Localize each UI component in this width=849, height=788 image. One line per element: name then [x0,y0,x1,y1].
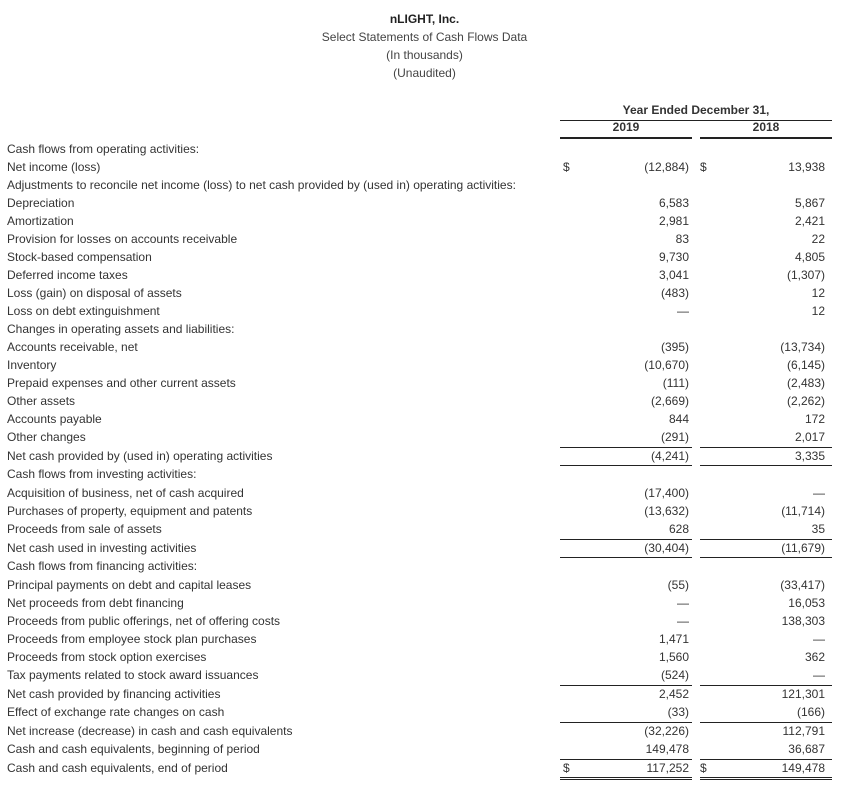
company-name: nLIGHT, Inc. [389,12,460,26]
value-2018: 35 [811,522,825,536]
value-2019: 6,583 [658,196,689,210]
table-row [0,722,849,740]
row-label: Cash flows from investing activities: [7,467,197,481]
row-label: Provision for losses on accounts receivable [7,232,238,246]
table-row [0,703,849,721]
table-row [0,685,849,703]
value-2018: (33,417) [780,578,825,592]
value-2018: 2,421 [794,214,825,228]
row-label: Loss (gain) on disposal of assets [7,286,182,300]
row-label: Prepaid expenses and other current assets [7,376,236,390]
table-row [0,284,849,302]
row-label: Effect of exchange rate changes on cash [7,705,225,719]
year-2019-header: 2019 [560,120,692,139]
value-2018: 13,938 [788,160,825,174]
double-rule-line [700,777,832,780]
table-row [0,447,849,465]
row-label: Cash flows from financing activities: [7,559,198,573]
rule-line [700,759,832,760]
value-2019: (30,404) [644,541,689,555]
value-2018: 12 [811,286,825,300]
value-2019: (17,400) [644,486,689,500]
row-label: Net cash provided by (used in) operating activities [7,449,273,463]
table-row [0,248,849,266]
row-label: Depreciation [7,196,75,210]
value-2018: 5,867 [794,196,825,210]
value-2019: (10,670) [644,358,689,372]
table-row [0,612,849,630]
row-label: Net cash provided by financing activities [7,687,221,701]
table-row [0,320,849,338]
table-row [0,194,849,212]
row-label: Accounts receivable, net [7,340,138,354]
rule-line [560,722,692,723]
value-2019: (2,669) [650,394,689,408]
dollar-sign: $ [700,160,707,174]
value-2018: 3,335 [794,449,825,463]
table-row [0,557,849,575]
value-2018: (2,483) [786,376,825,390]
rule-line [560,447,692,448]
row-label: Purchases of property, equipment and patents [7,504,253,518]
row-label: Inventory [7,358,57,372]
value-2019: (12,884) [644,160,689,174]
row-label: Accounts payable [7,412,102,426]
value-2019: 2,981 [658,214,689,228]
row-label: Net income (loss) [7,160,101,174]
rule-line [700,722,832,723]
dollar-sign: $ [563,761,570,775]
table-row [0,140,849,158]
dollar-sign: $ [563,160,570,174]
table-row [0,158,849,176]
row-label: Cash flows from operating activities: [7,142,200,156]
value-2019: — [677,596,689,610]
row-label: Other changes [7,430,86,444]
value-2018: (11,714) [781,504,825,518]
row-label: Net increase (decrease) in cash and cash equivalents [7,724,293,738]
value-2018: (13,734) [780,340,825,354]
value-2019: (13,632) [644,504,689,518]
row-label: Net cash used in investing activities [7,541,197,555]
row-label: Proceeds from stock option exercises [7,650,207,664]
table-row [0,520,849,538]
value-2019: 844 [668,412,689,426]
rule-line [560,539,692,540]
row-label: Changes in operating assets and liabilities: [7,322,235,336]
row-label: Principal payments on debt and capital leases [7,578,252,592]
rule-line [700,539,832,540]
rule-line [700,465,832,466]
value-2019: (524) [660,668,689,682]
table-row [0,266,849,284]
audit-note: (Unaudited) [393,66,456,80]
value-2019: 1,471 [658,632,689,646]
value-2018: 12 [811,304,825,318]
value-2019: 9,730 [658,250,689,264]
value-2019: (55) [667,578,689,592]
value-2019: 117,252 [646,761,689,775]
rule-line [700,557,832,558]
table-row [0,212,849,230]
table-row [0,176,849,194]
value-2018: 121,301 [781,687,825,701]
value-2018: — [813,486,825,500]
row-label: Proceeds from employee stock plan purchases [7,632,257,646]
value-2019: 2,452 [658,687,689,701]
row-label: Cash and cash equivalents, end of period [7,761,228,775]
value-2019: (33) [667,705,689,719]
value-2019: 628 [668,522,689,536]
row-label: Cash and cash equivalents, beginning of period [7,742,260,756]
value-2019: (291) [660,430,689,444]
table-row [0,502,849,520]
value-2018: 36,687 [788,742,825,756]
units-note: (In thousands) [386,48,463,62]
row-label: Proceeds from public offerings, net of offering costs [7,614,281,628]
rule-line [560,685,692,686]
value-2018: 149,478 [781,761,825,775]
value-2019: — [677,304,689,318]
rule-line [560,465,692,466]
value-2018: 138,303 [781,614,825,628]
year-2018-header: 2018 [700,120,832,139]
table-row [0,302,849,320]
table-row [0,374,849,392]
table-row [0,230,849,248]
table-row [0,630,849,648]
row-label: Tax payments related to stock award issuances [7,668,259,682]
value-2018: 2,017 [794,430,825,444]
table-row [0,392,849,410]
statement-subtitle: Select Statements of Cash Flows Data [321,30,528,44]
value-2018: (11,679) [781,541,825,555]
row-label: Loss on debt extinguishment [7,304,160,318]
row-label: Acquisition of business, net of cash acquired [7,486,244,500]
value-2019: (483) [660,286,689,300]
row-label: Stock-based compensation [7,250,152,264]
value-2018: (6,145) [786,358,825,372]
value-2018: (166) [796,705,825,719]
value-2018: 362 [804,650,825,664]
rule-line [700,447,832,448]
value-2019: (32,226) [644,724,689,738]
value-2018: 4,805 [794,250,825,264]
table-row [0,338,849,356]
rule-line [560,759,692,760]
value-2019: (4,241) [650,449,689,463]
table-row [0,740,849,758]
value-2019: 1,560 [658,650,689,664]
value-2018: 112,791 [782,724,825,738]
table-row [0,539,849,557]
value-2018: — [813,668,825,682]
row-label: Net proceeds from debt financing [7,596,184,610]
row-label: Other assets [7,394,76,408]
table-row [0,759,849,777]
row-label: Adjustments to reconcile net income (loss) to net cash provided by (used in) operating activities: [7,178,516,192]
value-2019: (395) [660,340,689,354]
rule-line [560,557,692,558]
period-heading: Year Ended December 31, [560,103,832,121]
table-row [0,594,849,612]
table-row [0,465,849,483]
value-2018: (1,307) [786,268,825,282]
row-label: Amortization [7,214,74,228]
table-row [0,428,849,446]
value-2019: (111) [662,376,689,390]
value-2019: 3,041 [658,268,689,282]
table-row [0,648,849,666]
value-2018: (2,262) [786,394,825,408]
value-2018: — [813,632,825,646]
value-2019: 83 [675,232,689,246]
table-row [0,410,849,428]
row-label: Proceeds from sale of assets [7,522,162,536]
value-2018: 172 [804,412,825,426]
dollar-sign: $ [700,761,707,775]
value-2018: 22 [811,232,825,246]
table-row [0,484,849,502]
row-label: Deferred income taxes [7,268,128,282]
value-2019: 149,478 [645,742,689,756]
double-rule-line [560,777,692,780]
table-row [0,666,849,684]
value-2018: 16,053 [788,596,825,610]
table-row [0,356,849,374]
table-row [0,576,849,594]
rule-line [700,685,832,686]
value-2019: — [677,614,689,628]
